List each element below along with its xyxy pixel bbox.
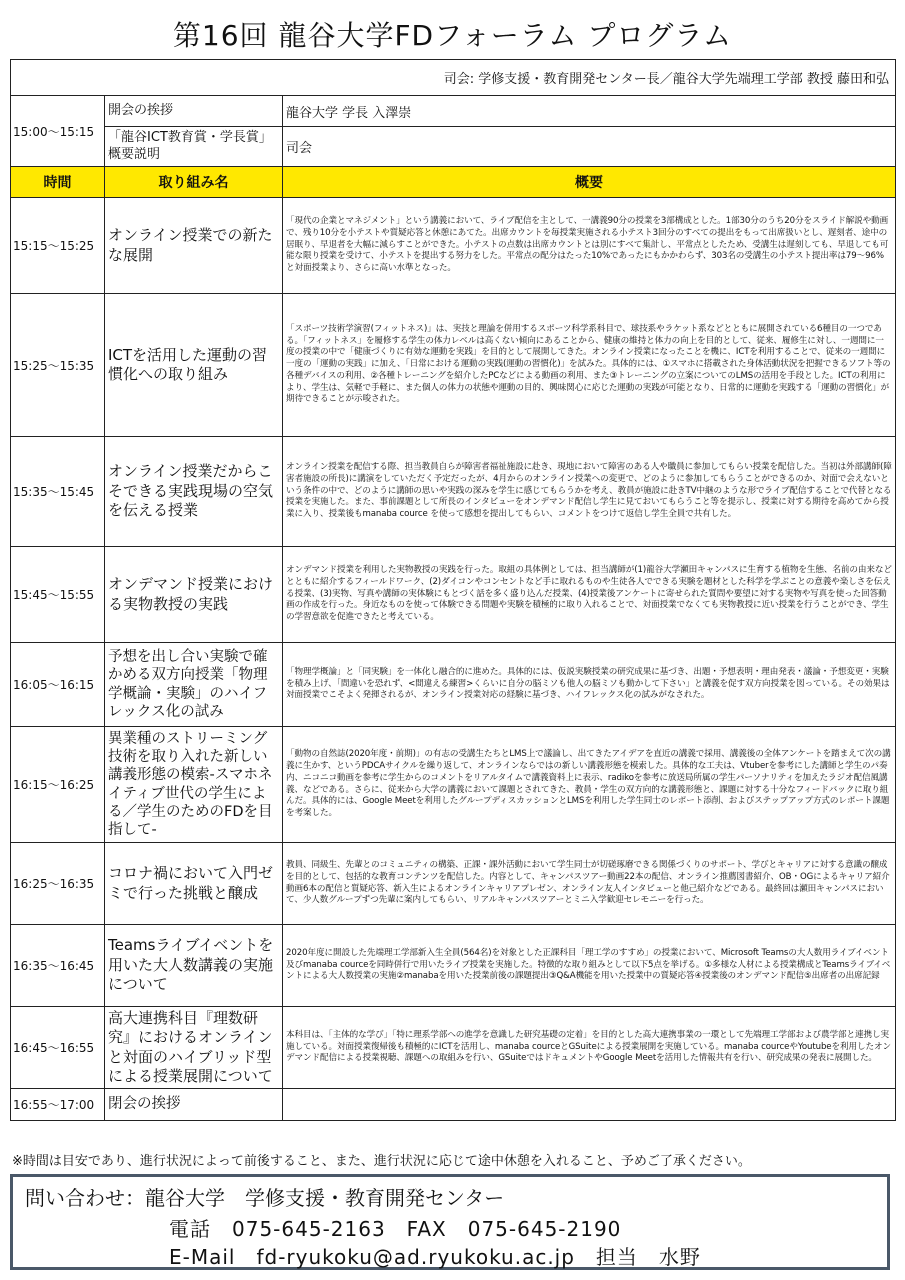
row-time: 16:05～16:15 bbox=[11, 643, 105, 727]
row-time: 16:35～16:45 bbox=[11, 925, 105, 1007]
header-desc: 概要 bbox=[283, 167, 896, 198]
table-row bbox=[11, 294, 896, 437]
row-desc: 「スポーツ技術学演習(フィットネス)」は、実技と理論を併用するスポーツ科学系科目で、球技系やラケット系などとともに展開されている6種目の一つである。「フィットネス」を履修する学生の体力レベルは高くない傾向にあることから、健康の維持と体力の向上を目的として、従来、履修生に対し、一週間に一度の授業の中で「健康づくりに有効な運動を実践」を目的として展開してきた。オンライン授業になったことを機に、ICTを利用することで、従来の一週間に一度の「運動の実践」に加え、「日常における運動の実践(運動の習慣化)」を試みた。具体的には、①スマホに搭載された身体活動状況を把握できるソフト等の各種デバイスの利用、②各種トレーニングを紹介したPCなどによる動画の利用、また③トレーニングの立案についてのLMSの活用を手段とした。ICTの利用により、学生は、気軽で手軽に、また個人の体力の状態や運動の目的、興味関心に応じた運動の実践が可能となり、日常的に運動を実践する「運動の習慣化」が期待できることが示唆された。 bbox=[283, 294, 896, 437]
row-topic: オンデマンド授業における実物教授の実践 bbox=[105, 547, 283, 643]
row-time: 16:15～16:25 bbox=[11, 727, 105, 843]
row-topic: 異業種のストリーミング技術を取り入れた新しい講義形態の模索-スマホネイティブ世代の学生による／学生のためのFDを目指して- bbox=[105, 727, 283, 843]
opening-row bbox=[11, 96, 896, 127]
row-desc: 教員、同級生、先輩とのコミュニティの構築、正課・課外活動において学生同士が切磋琢磨できる関係づくりのサポート、学びとキャリアに対する意識の醸成を目的として、包括的な教育コンテンツを配信した。内容として、キャンパスツアー動画22本の配信、オンライン推薦図書紹介、OB・OGによるキャリア紹介動画6本の配信と質疑応答、新入生によるオンラインキャリアプレゼン、オンライン友人インタビューと他己紹介などである。最終回は瀬田キャンパスにおいて、少人数グループずつ先輩に案内してもらい、リアルキャンパスツアーとミニ入学歓迎セレモニーを行った。 bbox=[283, 843, 896, 925]
row-desc: オンライン授業を配信する際、担当教員自らが障害者福祉施設に赴き、現地において障害のある人や職員に参加してもらい授業を配信した。当初は外部講師(障害者施設の所長)に講演をしていただく予定だったが、4月からのオンライン授業への変更で、どのように参加してもらうことができるのか、対面で会えないという条件の中で、どのように講師の思いや実践の深みを学生に感じてもらうかを考え、教員が施設に赴きTV中継のような形でライブ配信することで代替となる授業を実施した。また、事前課題として所長のインタビューをオンデマンド配信し学生に見ておいてもらうこと等を提示し、授業に対する期待を高めてから授業に入り、授業後もmanaba cource を使って感想を提出してもらい、コメントをつけて返信し学生全員で共有した。 bbox=[283, 437, 896, 547]
contact-phone: 電話 075-645-2163 FAX 075-645-2190 bbox=[169, 1217, 622, 1241]
contact-email: E-Mail fd-ryukoku@ad.ryukoku.ac.jp 担当 水野 bbox=[169, 1245, 701, 1269]
overview-item-name: 「龍谷ICT教育賞・学長賞」概要説明 bbox=[105, 127, 283, 167]
time-note: ※時間は目安であり、進行状況によって前後すること、また、進行状況に応じて途中休憩を入れること、予めご了承ください。 bbox=[12, 1154, 751, 1169]
row-topic: 予想を出し合い実験で確かめる双方向授業「物理学概論・実験」のハイフレックス化の試み bbox=[105, 643, 283, 727]
table-row bbox=[11, 727, 896, 843]
table-row bbox=[11, 925, 896, 1007]
row-time: 15:25～15:35 bbox=[11, 294, 105, 437]
row-time: 15:45～15:55 bbox=[11, 547, 105, 643]
row-desc: 「動物の自然誌(2020年度・前期)」の有志の受講生たちとLMS上で議論し、出てきたアイデアを直近の講義で採用、講義後の全体アンケートを踏まえて次の講義に生かす、というPDCAサイクルを繰り返して、オンラインならではの新しい講義形態を模索した。具体的な工夫は、Vtuberを参考にした講師と学生のパ奏内、ニコニコ動画を参考に学生からのコメントをリアルタイムで講義資料上に表示、radikoを参考に放送局所属の学生パーソナリティを加えたラジオ配信風講義、などである。さらに、従来から大学の講義において課題とされてきた、教員・学生の双方向的な講義形態と、課題に対する十分なフィードバックに取り組んだ。具体的には、Google Meetを利用したグループディスカッションとLMSを利用した学生同士のレポート添削、およびステップアップ方式のレポート課題を考案した。 bbox=[283, 727, 896, 843]
program-table bbox=[10, 59, 896, 1121]
table-header-row bbox=[11, 167, 896, 198]
moderator-text: 司会: 学修支援・教育開発センター長／龍谷大学先端理工学部 教授 藤田和弘 bbox=[11, 60, 896, 96]
row-topic: オンライン授業だからこそできる実践現場の空気を伝える授業 bbox=[105, 437, 283, 547]
closing-desc bbox=[283, 1089, 896, 1121]
header-topic: 取り組み名 bbox=[105, 167, 283, 198]
row-desc: 「現代の企業とマネジメント」という講義において、ライブ配信を主として、一講義90分の授業を3部構成とした。1部30分のうち20分をスライド解説や動画で、残り10分を小テストや質疑応答と休憩にあてた。出席カウントを毎授業実施される小テスト3回分のすべての提出をもって出席扱いとし、遅刻者、途中の居眠り、早退者を大幅に減らすことができた。小テストの点数は出席カウントとは別にすべて集計し、平常点としたため、受講生は遅刻しても、早退しても可能な限り授業を受けて、小テストを提出する努力をした。平常点の配分はたった10%であったにもかかわらず、303名の受講生の小テスト提出率は79～96%と対面授業より、さらに高い水準となった。 bbox=[283, 198, 896, 294]
table-row bbox=[11, 198, 896, 294]
row-desc: 「物理学概論」と「同実験」を一体化し融合的に進めた。具体的には、仮説実験授業の研究成果に基づき、出題・予想表明・理由発表・議論・予想変更・実験を積み上げ、「間違いを恐れず、<間違える練習>くらいに自分の脳ミソも他人の脳ミソも動かして下さい」と講義を促す双方向授業を図っている。その効果は対面授業でこそよく発揮されるが、オンライン授業対応の経験に基づき、ハイフレックス化の試みがなされた。 bbox=[283, 643, 896, 727]
opening-item-person: 龍谷大学 学長 入澤崇 bbox=[283, 96, 896, 127]
row-time: 16:25～16:35 bbox=[11, 843, 105, 925]
table-row bbox=[11, 437, 896, 547]
contact-heading: 問い合わせ：龍谷大学 学修支援・教育開発センター bbox=[25, 1186, 505, 1210]
closing-time: 16:55～17:00 bbox=[11, 1089, 105, 1121]
contact-box bbox=[10, 1174, 890, 1270]
row-topic: コロナ禍において入門ゼミで行った挑戦と醸成 bbox=[105, 843, 283, 925]
row-time: 15:15～15:25 bbox=[11, 198, 105, 294]
table-row bbox=[11, 547, 896, 643]
row-time: 16:45～16:55 bbox=[11, 1007, 105, 1089]
table-row bbox=[11, 1007, 896, 1089]
closing-row bbox=[11, 1089, 896, 1121]
page-title: 第16回 龍谷大学FDフォーラム プログラム bbox=[172, 19, 733, 52]
row-desc: オンデマンド授業を利用した実物教授の実践を行った。取組の具体例としては、担当講師が(1)龍谷大学瀬田キャンパスに生育する植物を生態、名前の由来などとともに紹介するフィールドワーク、(2)ダイコンやコンセントなど手に取れるものや生徒各人でできる実験を題材とした科学を学ぶことの意義や楽しさを伝える授業、(3)実物、写真や講師の実体験にもとづく話を多く盛り込んだ授業、(4)授業後アンケートに寄せられた質問や要望に対する実物や写真を使った回答動画の作成を行った。身近なものを使って体験できる問題や実験を積極的に取り入れることで、対面授業でなくても実物教授に近い授業を行うことができ、学生の学習意欲を促進できたと考えている。 bbox=[283, 547, 896, 643]
closing-name: 閉会の挨拶 bbox=[105, 1089, 283, 1121]
opening-time: 15:00～15:15 bbox=[11, 96, 105, 167]
row-topic: Teamsライブイベントを用いた大人数講義の実施について bbox=[105, 925, 283, 1007]
moderator-row bbox=[11, 60, 896, 96]
row-time: 15:35～15:45 bbox=[11, 437, 105, 547]
overview-item-person: 司会 bbox=[283, 127, 896, 167]
opening-item-name: 開会の挨拶 bbox=[105, 96, 283, 127]
row-desc: 本科目は、「主体的な学び」「特に理系学部への進学を意識した研究基礎の定着」を目的とした高大連携事業の一環として先端理工学部および農学部と連携し実施している。対面授業復帰後も積極的にICTを活用し、manaba courceとGSuiteによる授業展開を実施している。manaba courceやYoutubeを利用したオンデマンド配信による授業視聴、課題への取組みを行い、GSuiteではドキュメントやGoogle Meetを活用した情報共有を行い、研究成果の発表に展開した。 bbox=[283, 1007, 896, 1089]
row-topic: ICTを活用した運動の習慣化への取り組み bbox=[105, 294, 283, 437]
row-desc: 2020年度に開設した先端理工学部新入生全員(564名)を対象とした正課科目「理工学のすすめ」の授業において、Microsoft Teamsの大人数用ライブイベント及びmanaba courceを同時併行で用いたライブ授業を実施した。特徴的な取り組みとして以下5点を挙げる。①多様な人材による授業構成とTeamsライブイベントによる大人数授業の実施②manabaを用いた授業前後の課題提出③Q&A機能を用いた授業中の質疑応答④授業後のオンデマンド配信⑤出席者の出席記録 bbox=[283, 925, 896, 1007]
row-topic: オンライン授業での新たな展開 bbox=[105, 198, 283, 294]
header-time: 時間 bbox=[11, 167, 105, 198]
table-row bbox=[11, 843, 896, 925]
row-topic: 高大連携科目『理数研究』におけるオンラインと対面のハイブリッド型による授業展開について bbox=[105, 1007, 283, 1089]
table-row bbox=[11, 643, 896, 727]
overview-row bbox=[11, 127, 896, 167]
